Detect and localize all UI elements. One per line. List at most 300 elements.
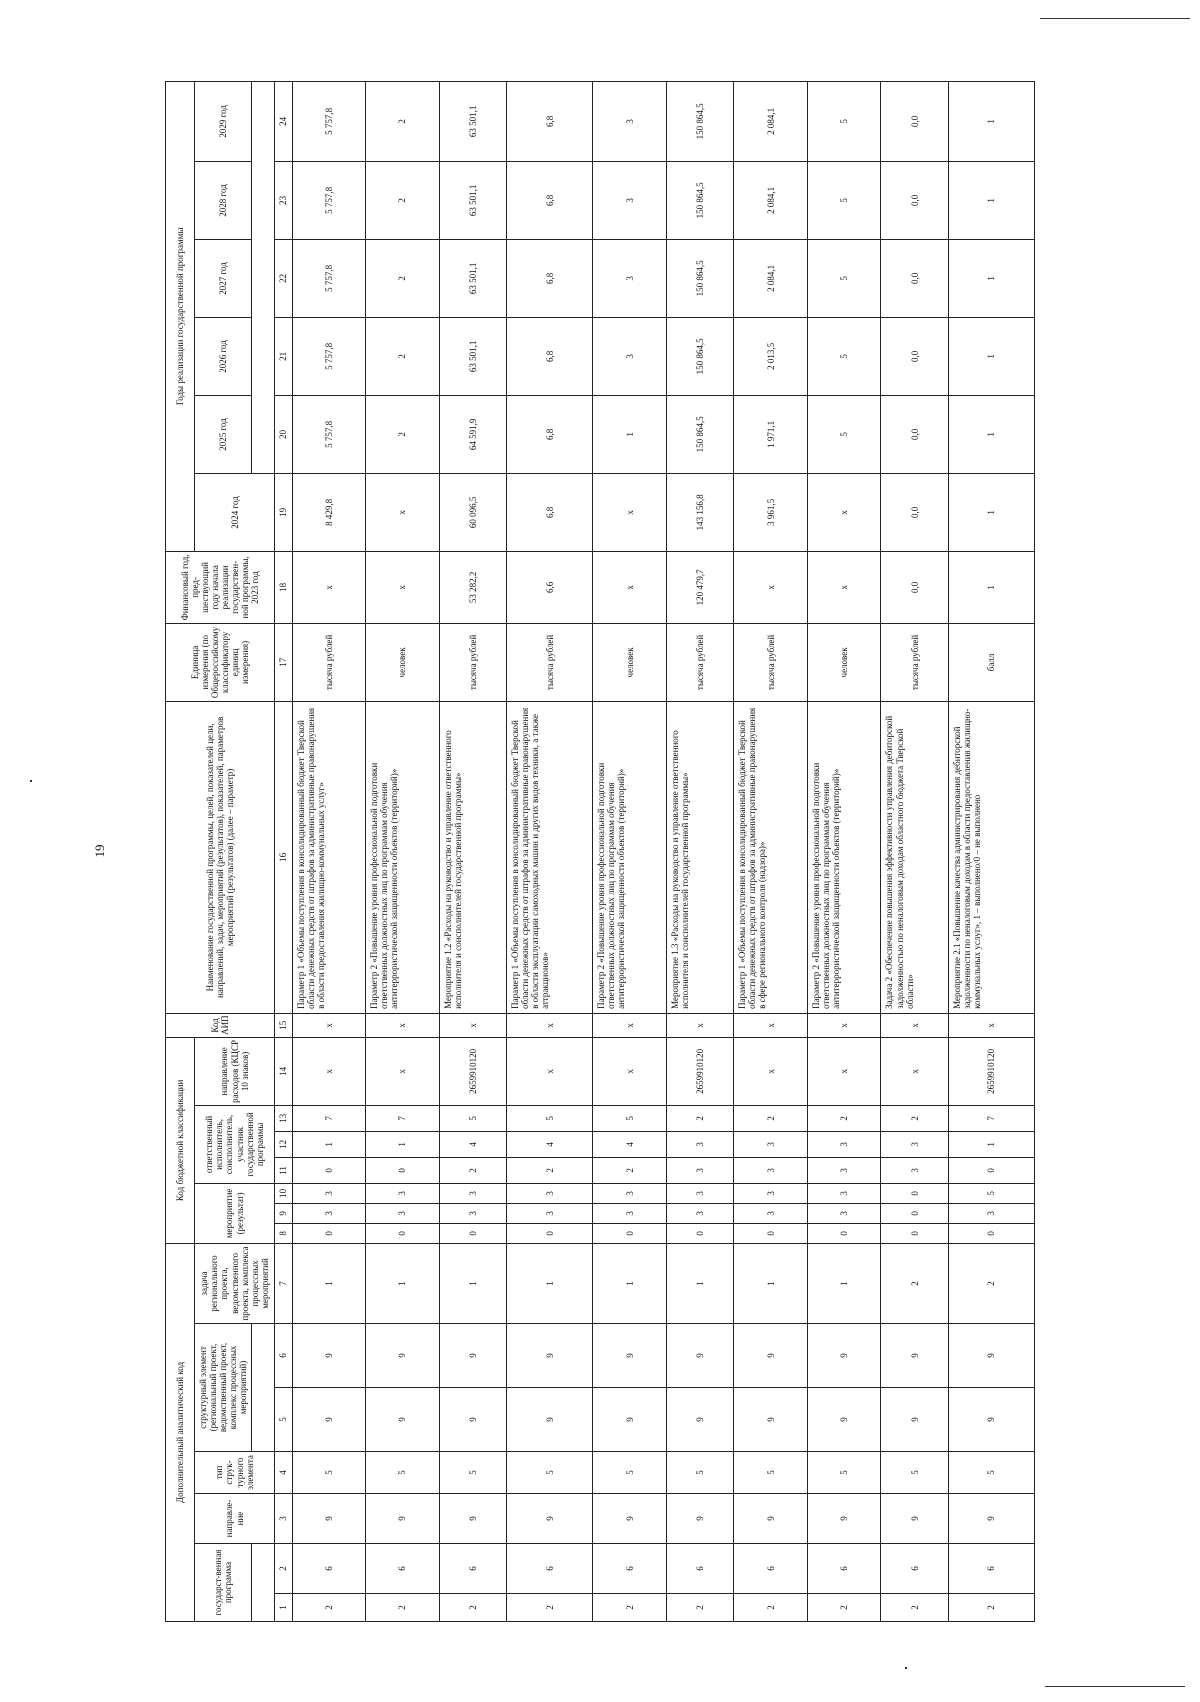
row-name-cell: Параметр 2 «Повышение уровня профессиональной подготовки ответственных должностных лиц по программам обучения антитеррористической защищенности объектов (территорий)» — [366, 701, 440, 1013]
row-cell-y2027: 150 864,5 — [666, 239, 733, 317]
col-number: 8 — [274, 1223, 292, 1243]
row-cell-c5: 9 — [807, 1388, 881, 1452]
header-unit: Единица измерения (по Общероссийскому классификатору единиц измерения) — [166, 623, 275, 701]
row-cell-y2026: 2 — [366, 317, 440, 395]
row-cell-c8: 0 — [439, 1223, 506, 1243]
row-cell-c13: 5 — [593, 1105, 667, 1131]
row-cell-c12: 4 — [593, 1131, 667, 1157]
page-number: 19 — [92, 844, 107, 858]
header-struct-type: тип струк-турного элемента — [195, 1452, 274, 1494]
row-cell-y2028: 5 — [807, 161, 881, 239]
row-cell-c4: 5 — [948, 1452, 1034, 1494]
row-name-cell: Параметр 2 «Повышение уровня профессиональной подготовки ответственных должностных лиц по программам обучения антитеррористической защищенности объектов (территорий)» — [593, 701, 667, 1013]
row-cell-c15: x — [366, 1013, 440, 1037]
table-row — [666, 81, 733, 1621]
row-cell-y2029: 5 — [807, 81, 881, 161]
row-cell-y2026: 63 501,1 — [439, 317, 506, 395]
row-cell-unit: тысяча рублей — [439, 623, 506, 701]
row-cell-y2024: x — [807, 473, 881, 551]
row-cell-y2025: 1 — [948, 395, 1034, 473]
row-cell-c6: 9 — [948, 1324, 1034, 1388]
row-cell-fin: 0,0 — [881, 551, 948, 623]
row-cell-c5: 9 — [439, 1388, 506, 1452]
row-cell-c9: 3 — [593, 1203, 667, 1223]
row-cell-y2024: 8 429,8 — [292, 473, 366, 551]
col-number: 3 — [274, 1494, 292, 1544]
row-cell-c4: 5 — [881, 1452, 948, 1494]
row-cell-y2028: 2 084,1 — [734, 161, 808, 239]
row-cell-y2025: 5 — [807, 395, 881, 473]
header-direction: направле-ние — [195, 1494, 274, 1544]
row-cell-c6: 9 — [666, 1324, 733, 1388]
row-cell-y2028: 2 — [366, 161, 440, 239]
table-row — [734, 81, 808, 1621]
row-cell-c12: 1 — [948, 1131, 1034, 1157]
row-cell-c14: 2659910120 — [666, 1037, 733, 1105]
row-cell-c2: 6 — [881, 1544, 948, 1594]
row-cell-c7: 2 — [948, 1243, 1034, 1323]
row-cell-c1: 2 — [948, 1594, 1034, 1622]
row-cell-c2: 6 — [666, 1544, 733, 1594]
header-struct-elem: структурный элемент (региональный проект, ведомственный проект, комплекс процессных мероприятий) — [195, 1324, 251, 1452]
scan-dot-artifact — [905, 1667, 907, 1669]
header-name: Наименование государственной программы, целей, показателей цели, направлений, задач, мероприятий (результатов), показателей, параметров мероприятий (результатов) (далее – параметр) — [166, 701, 275, 1013]
table-row — [439, 81, 506, 1621]
row-cell-c1: 2 — [593, 1594, 667, 1622]
row-cell-y2028: 1 — [948, 161, 1034, 239]
row-cell-c13: 7 — [292, 1105, 366, 1131]
row-cell-y2026: 3 — [593, 317, 667, 395]
row-cell-y2029: 0,0 — [881, 81, 948, 161]
row-cell-y2027: 2 084,1 — [734, 239, 808, 317]
row-cell-y2025: 0,0 — [881, 395, 948, 473]
row-cell-y2024: 143 156,8 — [666, 473, 733, 551]
row-cell-fin: x — [366, 551, 440, 623]
row-cell-c14: x — [807, 1037, 881, 1105]
row-cell-c10: 3 — [666, 1183, 733, 1203]
row-cell-c13: 7 — [366, 1105, 440, 1131]
row-cell-c13: 2 — [666, 1105, 733, 1131]
row-cell-c9: 0 — [881, 1203, 948, 1223]
row-cell-c14: x — [507, 1037, 593, 1105]
row-cell-unit: балл — [948, 623, 1034, 701]
row-cell-c3: 9 — [366, 1494, 440, 1544]
row-cell-c11: 3 — [666, 1157, 733, 1183]
row-cell-c10: 3 — [292, 1183, 366, 1203]
header-year-2026: 2026 год — [195, 317, 251, 395]
row-cell-unit: тысяча рублей — [292, 623, 366, 701]
row-cell-y2025: 150 864,5 — [666, 395, 733, 473]
row-cell-c7: 1 — [807, 1243, 881, 1323]
header-fin-year: Финансовый год, пред-шествующий году начала реализации государствен-ной программы, 2023 год — [166, 551, 275, 623]
row-cell-c9: 3 — [734, 1203, 808, 1223]
row-cell-y2024: 3 961,5 — [734, 473, 808, 551]
row-cell-c13: 2 — [807, 1105, 881, 1131]
col-number: 7 — [274, 1243, 292, 1323]
row-cell-y2028: 3 — [593, 161, 667, 239]
row-cell-c5: 9 — [292, 1388, 366, 1452]
row-cell-c10: 3 — [593, 1183, 667, 1203]
row-cell-c14: x — [881, 1037, 948, 1105]
row-cell-y2027: 5 — [807, 239, 881, 317]
row-cell-y2027: 5 757,8 — [292, 239, 366, 317]
row-cell-c5: 9 — [507, 1388, 593, 1452]
row-cell-c7: 1 — [593, 1243, 667, 1323]
header-year-2024: 2024 год — [195, 473, 274, 551]
row-cell-c1: 2 — [366, 1594, 440, 1622]
row-cell-y2024: 6,8 — [507, 473, 593, 551]
row-cell-fin: 6,6 — [507, 551, 593, 623]
table-row — [292, 81, 366, 1621]
row-cell-fin: 120 479,7 — [666, 551, 733, 623]
row-cell-c4: 5 — [734, 1452, 808, 1494]
row-cell-c6: 9 — [439, 1324, 506, 1388]
row-cell-c1: 2 — [666, 1594, 733, 1622]
row-cell-c8: 0 — [881, 1223, 948, 1243]
col-number: 16 — [274, 701, 292, 1013]
row-cell-y2026: 0,0 — [881, 317, 948, 395]
col-number: 17 — [274, 623, 292, 701]
row-cell-y2028: 6,8 — [507, 161, 593, 239]
row-cell-c5: 9 — [593, 1388, 667, 1452]
row-cell-c5: 9 — [366, 1388, 440, 1452]
row-cell-c4: 5 — [366, 1452, 440, 1494]
row-cell-fin: x — [807, 551, 881, 623]
table-row — [593, 81, 667, 1621]
row-cell-y2029: 2 084,1 — [734, 81, 808, 161]
row-cell-c15: x — [807, 1013, 881, 1037]
header-year-2028: 2028 год — [195, 161, 251, 239]
row-cell-c11: 0 — [366, 1157, 440, 1183]
row-cell-y2026: 1 — [948, 317, 1034, 395]
row-cell-c11: 2 — [593, 1157, 667, 1183]
row-cell-y2029: 63 501,1 — [439, 81, 506, 161]
row-cell-y2027: 6,8 — [507, 239, 593, 317]
header-executor: ответственный исполнитель, соисполнитель, участник государственной программы — [195, 1105, 274, 1183]
row-cell-unit: тысяча рублей — [734, 623, 808, 701]
row-cell-c10: 3 — [366, 1183, 440, 1203]
row-cell-c12: 1 — [366, 1131, 440, 1157]
col-number: 14 — [274, 1037, 292, 1105]
row-cell-c5: 9 — [948, 1388, 1034, 1452]
row-cell-y2029: 3 — [593, 81, 667, 161]
col-number: 2 — [274, 1544, 292, 1594]
row-cell-c6: 9 — [881, 1324, 948, 1388]
row-cell-c4: 5 — [439, 1452, 506, 1494]
row-cell-y2025: 1 971,1 — [734, 395, 808, 473]
row-cell-c5: 9 — [666, 1388, 733, 1452]
col-number: 9 — [274, 1203, 292, 1223]
header-years-sub — [251, 81, 274, 473]
scan-line-artifact — [1040, 18, 1190, 19]
row-cell-c13: 2 — [734, 1105, 808, 1131]
row-cell-c4: 5 — [292, 1452, 366, 1494]
row-cell-y2025: 2 — [366, 395, 440, 473]
table-row — [948, 81, 1034, 1621]
row-cell-c9: 3 — [439, 1203, 506, 1223]
row-cell-c3: 9 — [881, 1494, 948, 1544]
row-cell-y2028: 150 864,5 — [666, 161, 733, 239]
row-cell-c15: x — [948, 1013, 1034, 1037]
col-number: 12 — [274, 1131, 292, 1157]
header-year-2029: 2029 год — [195, 81, 251, 161]
row-cell-c1: 2 — [292, 1594, 366, 1622]
row-cell-y2025: 64 591,9 — [439, 395, 506, 473]
row-cell-c7: 1 — [507, 1243, 593, 1323]
row-cell-y2027: 3 — [593, 239, 667, 317]
col-number: 23 — [274, 161, 292, 239]
row-cell-y2024: x — [593, 473, 667, 551]
row-cell-c13: 7 — [948, 1105, 1034, 1131]
scan-dot-artifact — [30, 780, 32, 782]
row-cell-c14: x — [292, 1037, 366, 1105]
row-cell-c13: 5 — [507, 1105, 593, 1131]
program-table — [165, 81, 1035, 1622]
row-cell-y2024: 60 096,5 — [439, 473, 506, 551]
row-cell-c10: 3 — [439, 1183, 506, 1203]
row-cell-unit: тысяча рублей — [881, 623, 948, 701]
row-name-cell: Мероприятие 2.1 «Повышение качества администрирования дебиторской задолженности по неналоговым доходам в области предоставления жилищно-коммунальных услуг», 1 – выполнено/0 – не выполнено — [948, 701, 1034, 1013]
row-cell-c11: 3 — [734, 1157, 808, 1183]
row-cell-y2028: 63 501,1 — [439, 161, 506, 239]
row-cell-c6: 9 — [366, 1324, 440, 1388]
row-cell-y2026: 2 013,5 — [734, 317, 808, 395]
row-cell-y2028: 5 757,8 — [292, 161, 366, 239]
table-row — [807, 81, 881, 1621]
row-cell-y2027: 2 — [366, 239, 440, 317]
row-cell-c8: 0 — [507, 1223, 593, 1243]
row-cell-c4: 5 — [593, 1452, 667, 1494]
row-cell-c13: 2 — [881, 1105, 948, 1131]
row-cell-fin: x — [292, 551, 366, 623]
row-cell-c8: 0 — [734, 1223, 808, 1243]
rotated-table-container — [165, 82, 1035, 1622]
row-cell-c5: 9 — [881, 1388, 948, 1452]
row-cell-c7: 1 — [666, 1243, 733, 1323]
col-number: 6 — [274, 1324, 292, 1388]
row-cell-y2029: 1 — [948, 81, 1034, 161]
row-cell-c8: 0 — [366, 1223, 440, 1243]
row-name-cell: Мероприятие 1.3 «Расходы на руководство и управление ответственного исполнителя и соисполнителей государственной программы» — [666, 701, 733, 1013]
row-cell-c9: 3 — [366, 1203, 440, 1223]
row-cell-c9: 3 — [507, 1203, 593, 1223]
col-number: 15 — [274, 1013, 292, 1037]
row-cell-c6: 9 — [292, 1324, 366, 1388]
row-cell-c1: 2 — [734, 1594, 808, 1622]
row-name-cell: Параметр 1 «Объемы поступления в консолидированный бюджет Тверской области денежных средств от штрафов за административные правонарушения в области эксплуатации самоходных машин и других видов техники, а также аттракционов» — [507, 701, 593, 1013]
row-cell-c3: 9 — [593, 1494, 667, 1544]
row-cell-c10: 3 — [807, 1183, 881, 1203]
row-cell-c6: 9 — [507, 1324, 593, 1388]
col-number: 11 — [274, 1157, 292, 1183]
row-cell-c12: 3 — [881, 1131, 948, 1157]
header-year-2025: 2025 год — [195, 395, 251, 473]
row-cell-c12: 1 — [292, 1131, 366, 1157]
row-cell-c10: 0 — [881, 1183, 948, 1203]
row-cell-c10: 3 — [507, 1183, 593, 1203]
row-cell-c15: x — [666, 1013, 733, 1037]
row-cell-c12: 3 — [666, 1131, 733, 1157]
row-cell-unit: тысяча рублей — [666, 623, 733, 701]
row-cell-c10: 5 — [948, 1183, 1034, 1203]
row-cell-c2: 6 — [292, 1544, 366, 1594]
row-cell-c12: 4 — [439, 1131, 506, 1157]
row-cell-c11: 3 — [807, 1157, 881, 1183]
row-cell-c9: 3 — [666, 1203, 733, 1223]
row-cell-c14: x — [366, 1037, 440, 1105]
header-aip: Код АИП — [166, 1013, 275, 1037]
row-name-cell: Параметр 1 «Объемы поступления в консолидированный бюджет Тверской области денежных средств от штрафов за административные правонарушения в сфере регионального контроля (надзора)» — [734, 701, 808, 1013]
row-cell-c8: 0 — [807, 1223, 881, 1243]
row-cell-c3: 9 — [507, 1494, 593, 1544]
row-cell-c3: 9 — [948, 1494, 1034, 1544]
row-cell-c3: 9 — [292, 1494, 366, 1544]
row-cell-y2024: 0,0 — [881, 473, 948, 551]
header-budget-code: Код бюджетной классификации — [166, 1037, 195, 1243]
row-cell-c11: 3 — [881, 1157, 948, 1183]
col-number: 4 — [274, 1452, 292, 1494]
row-cell-c9: 3 — [292, 1203, 366, 1223]
col-number: 19 — [274, 473, 292, 551]
row-cell-c3: 9 — [666, 1494, 733, 1544]
row-cell-c2: 6 — [366, 1544, 440, 1594]
row-cell-c11: 2 — [507, 1157, 593, 1183]
row-cell-c8: 0 — [666, 1223, 733, 1243]
row-cell-c14: 2659910120 — [948, 1037, 1034, 1105]
row-cell-c15: x — [593, 1013, 667, 1037]
row-cell-y2025: 6,8 — [507, 395, 593, 473]
row-cell-c6: 9 — [807, 1324, 881, 1388]
row-cell-c5: 9 — [734, 1388, 808, 1452]
row-cell-c8: 0 — [593, 1223, 667, 1243]
header-dop-code: Дополнительный аналитический код — [166, 1243, 195, 1621]
col-number: 24 — [274, 81, 292, 161]
row-cell-fin: x — [734, 551, 808, 623]
header-gos-prog: государст-венная программа — [195, 1544, 251, 1622]
table-row — [507, 81, 593, 1621]
row-cell-c15: x — [439, 1013, 506, 1037]
row-cell-c8: 0 — [948, 1223, 1034, 1243]
col-number: 5 — [274, 1388, 292, 1452]
row-cell-c7: 1 — [292, 1243, 366, 1323]
row-cell-c15: x — [881, 1013, 948, 1037]
row-cell-c2: 6 — [507, 1544, 593, 1594]
row-cell-c10: 3 — [734, 1183, 808, 1203]
row-cell-y2027: 1 — [948, 239, 1034, 317]
row-cell-y2029: 6,8 — [507, 81, 593, 161]
row-cell-c1: 2 — [807, 1594, 881, 1622]
row-cell-c2: 6 — [439, 1544, 506, 1594]
row-cell-unit: тысяча рублей — [507, 623, 593, 701]
header-expense: направление расходов (КЦСР 10 знаков) — [195, 1037, 274, 1105]
row-cell-c2: 6 — [948, 1544, 1034, 1594]
col-number: 10 — [274, 1183, 292, 1203]
row-cell-y2026: 5 757,8 — [292, 317, 366, 395]
header-event: мероприятие (результат) — [195, 1183, 274, 1243]
row-cell-fin: 53 282,2 — [439, 551, 506, 623]
col-number: 22 — [274, 239, 292, 317]
row-cell-y2029: 150 864,5 — [666, 81, 733, 161]
row-cell-c7: 1 — [366, 1243, 440, 1323]
row-cell-y2025: 1 — [593, 395, 667, 473]
row-cell-c6: 9 — [734, 1324, 808, 1388]
table-row — [366, 81, 440, 1621]
row-cell-unit: человек — [366, 623, 440, 701]
row-cell-c13: 5 — [439, 1105, 506, 1131]
table-row — [881, 81, 948, 1621]
col-number: 20 — [274, 395, 292, 473]
row-name-cell: Задача 2 «Обеспечение повышения эффективности управления дебиторской задолженностью по неналоговым доходам областного бюджета Тверской области» — [881, 701, 948, 1013]
row-cell-y2024: 1 — [948, 473, 1034, 551]
row-cell-c12: 3 — [734, 1131, 808, 1157]
row-cell-c4: 5 — [507, 1452, 593, 1494]
row-cell-c6: 9 — [593, 1324, 667, 1388]
row-cell-unit: человек — [593, 623, 667, 701]
row-cell-unit: человек — [807, 623, 881, 701]
row-cell-c1: 2 — [507, 1594, 593, 1622]
row-cell-c4: 5 — [666, 1452, 733, 1494]
row-cell-c2: 6 — [807, 1544, 881, 1594]
row-cell-y2027: 63 501,1 — [439, 239, 506, 317]
row-cell-y2026: 5 — [807, 317, 881, 395]
row-name-cell: Параметр 1 «Объемы поступления в консолидированный бюджет Тверской области денежных средств от штрафов за административные правонарушения в области предоставления жилищно-коммунальных услуг» — [292, 701, 366, 1013]
row-cell-c11: 2 — [439, 1157, 506, 1183]
col-number: 13 — [274, 1105, 292, 1131]
row-cell-c7: 1 — [734, 1243, 808, 1323]
row-cell-c15: x — [292, 1013, 366, 1037]
scan-line-artifact — [1045, 1686, 1185, 1687]
row-cell-y2024: x — [366, 473, 440, 551]
row-cell-c11: 0 — [948, 1157, 1034, 1183]
row-cell-c15: x — [734, 1013, 808, 1037]
row-cell-c3: 9 — [439, 1494, 506, 1544]
row-name-cell: Параметр 2 «Повышение уровня профессиональной подготовки ответственных должностных лиц по программам обучения антитеррористической защищенности объектов (территорий)» — [807, 701, 881, 1013]
row-cell-c1: 2 — [439, 1594, 506, 1622]
row-cell-c9: 3 — [807, 1203, 881, 1223]
header-gos-prog-sub — [251, 1544, 274, 1622]
row-cell-c8: 0 — [292, 1223, 366, 1243]
row-cell-fin: x — [593, 551, 667, 623]
row-cell-c2: 6 — [593, 1544, 667, 1594]
row-cell-c14: 2659910120 — [439, 1037, 506, 1105]
row-cell-y2028: 0,0 — [881, 161, 948, 239]
header-struct-elem-sub — [251, 1324, 274, 1452]
row-cell-c1: 2 — [881, 1594, 948, 1622]
row-cell-c7: 1 — [439, 1243, 506, 1323]
row-cell-c4: 5 — [807, 1452, 881, 1494]
header-task: задача регионального проекта, ведомственного проекта, комплекса процессных мероприятий — [195, 1243, 274, 1323]
row-cell-y2029: 5 757,8 — [292, 81, 366, 161]
row-cell-c12: 4 — [507, 1131, 593, 1157]
row-cell-c15: x — [507, 1013, 593, 1037]
row-cell-c2: 6 — [734, 1544, 808, 1594]
row-cell-y2026: 6,8 — [507, 317, 593, 395]
row-cell-y2027: 0,0 — [881, 239, 948, 317]
row-cell-c3: 9 — [807, 1494, 881, 1544]
row-cell-c14: x — [734, 1037, 808, 1105]
header-years-group: Годы реализации государственной программы — [166, 81, 195, 551]
row-cell-y2025: 5 757,8 — [292, 395, 366, 473]
row-cell-c12: 3 — [807, 1131, 881, 1157]
col-number: 18 — [274, 551, 292, 623]
row-cell-y2026: 150 864,5 — [666, 317, 733, 395]
row-cell-y2029: 2 — [366, 81, 440, 161]
header-year-2027: 2027 год — [195, 239, 251, 317]
row-cell-c11: 0 — [292, 1157, 366, 1183]
row-cell-c14: x — [593, 1037, 667, 1105]
col-number: 21 — [274, 317, 292, 395]
row-cell-c9: 3 — [948, 1203, 1034, 1223]
